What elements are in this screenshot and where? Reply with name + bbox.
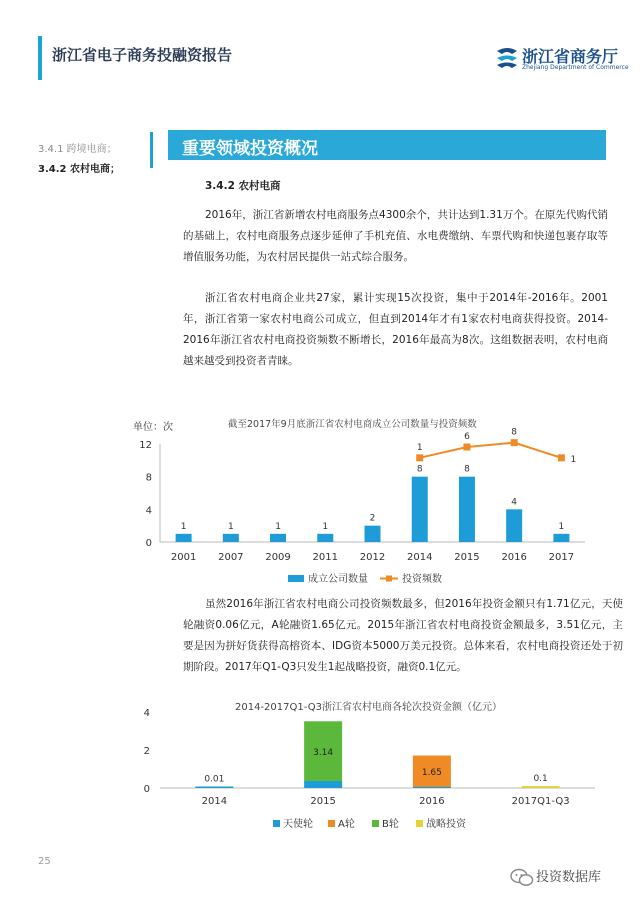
- chart1-bar: [317, 534, 333, 542]
- paragraph-1: [183, 205, 608, 268]
- chart2-bar-segment: [522, 786, 560, 788]
- chart2-title: 2014-2017Q1-Q3浙江省农村电商各轮次投资金额（亿元）: [235, 702, 502, 713]
- paragraph-3: [183, 594, 623, 678]
- logo-subtext: Zhejiang Department of Commerce: [522, 64, 629, 71]
- chart1-line-marker: [511, 439, 518, 446]
- chart1-bar: [459, 477, 475, 542]
- sidebar-divider: [150, 132, 153, 168]
- chart1-bar-label: 1: [227, 521, 234, 532]
- chart1-line-marker: [416, 454, 423, 461]
- chart1-xtick: 2001: [170, 552, 197, 563]
- chart1-bar: [365, 526, 381, 542]
- chart1-xtick: 2014: [406, 552, 433, 563]
- chart2-bar-segment: [195, 787, 233, 789]
- report-title: 浙江省电子商务投融资报告: [52, 46, 233, 64]
- wechat-account-label: 投资数据库: [536, 870, 602, 885]
- chart1-xtick: 2015: [454, 552, 480, 563]
- chart1-bar-label: 4: [511, 497, 518, 508]
- chart1-bar-label: 1: [180, 521, 187, 532]
- chart1-line-label: 8: [511, 427, 518, 438]
- chart2-legend-swatch: [328, 820, 335, 827]
- chart2-data-label: 3.14: [313, 748, 334, 759]
- section-title: 重要领域投资概况: [182, 139, 318, 159]
- chart2-xtick: 2017Q1-Q3: [511, 796, 570, 807]
- chart1-bar-label: 8: [416, 464, 423, 475]
- chart1-legend-bar-swatch: [288, 575, 304, 582]
- logo-text: 浙江省商务厅: [522, 47, 619, 66]
- chart2-legend-swatch: [372, 820, 379, 827]
- chart1-line-label: 1: [570, 454, 577, 465]
- sidebar-item-cross-border[interactable]: 3.4.1 跨境电商；: [38, 144, 117, 155]
- paragraph-2: [183, 288, 608, 372]
- chart2-ytick: 4: [143, 708, 150, 719]
- chart1-bar-label: 8: [464, 464, 470, 475]
- chart1-bar: [412, 477, 428, 542]
- company-count-chart: [133, 410, 600, 590]
- chart1-bar-label: 1: [275, 521, 281, 532]
- chart1-xtick: 2012: [359, 552, 386, 563]
- chart1-line-marker: [463, 444, 470, 451]
- paragraph-1-text: 2016年，浙江省新增农村电商服务点4300余个，共计达到1.31万个。在原先代购代销的基础上，农村电商服务点逐步延伸了手机充值、水电费缴纳、车票代购和快递包裹存取等增值服务功能，为农村居民提供一站式综合服务。: [183, 209, 608, 263]
- chart2-xtick: 2015: [310, 796, 336, 807]
- chart1-ytick: 8: [145, 472, 152, 484]
- chart2-xtick: 2016: [419, 796, 445, 807]
- page-number: 25: [38, 856, 51, 867]
- chart2-legend-label: A轮: [338, 819, 355, 830]
- chart2-ytick: 2: [143, 746, 150, 757]
- subheading: 3.4.2 农村电商: [205, 180, 281, 192]
- chart2-bar-segment: [304, 781, 342, 788]
- chart1-xtick: 2009: [265, 552, 291, 563]
- chart2-ytick: 0: [143, 784, 150, 795]
- chart1-xtick: 2011: [312, 552, 339, 563]
- chart1-legend-line-label: 投资频数: [402, 574, 442, 585]
- chart2-legend-swatch: [416, 820, 423, 827]
- chart1-ytick: 12: [139, 440, 152, 451]
- commerce-logo-icon: [494, 45, 520, 71]
- chart1-legend-line-marker: [386, 576, 392, 582]
- chart1-bar: [223, 534, 239, 542]
- chart1-xtick: 2016: [501, 552, 527, 563]
- chart1-ylabel: 单位：次: [133, 422, 173, 433]
- chart1-bar: [270, 534, 286, 542]
- wechat-icon: [510, 868, 534, 888]
- chart1-line-label: 1: [416, 442, 423, 453]
- chart1-line-label: 6: [464, 432, 470, 442]
- chart1-line: [420, 443, 562, 458]
- chart1-line-marker: [558, 454, 565, 461]
- chart2-data-label: 0.01: [204, 774, 225, 785]
- chart2-legend-label: 战略投资: [426, 819, 466, 830]
- chart1-xtick: 2007: [218, 552, 244, 563]
- paragraph-2-text: 浙江省农村电商企业共27家，累计实现15次投资，集中于2014年-2016年。2001年，浙江省第一家农村电商公司成立，但直到2014年才有1家农村电商获得投资。2014-2016年浙江省农村电商投资频数不断增长，2016年最高为8次。这组数据表明，农村电商越来越受到投资者青睐。: [183, 292, 608, 367]
- chart1-bar: [553, 534, 569, 542]
- chart1-ytick: 4: [145, 505, 152, 517]
- chart1-bar-label: 2: [369, 513, 376, 524]
- chart1-xtick: 2017: [548, 552, 575, 563]
- chart1-ytick: 0: [145, 538, 152, 549]
- investment-amount-chart: [130, 696, 600, 838]
- chart2-legend-label: B轮: [382, 819, 399, 830]
- chart2-xtick: 2014: [201, 796, 228, 807]
- chart1-legend-bar-label: 成立公司数量: [308, 574, 368, 585]
- chart1-bar: [506, 509, 522, 542]
- chart1-bar: [176, 534, 192, 542]
- chart1-bar-label: 1: [558, 521, 565, 532]
- header-accent-bar: [38, 36, 42, 80]
- chart2-legend-label: 天使轮: [283, 819, 313, 830]
- paragraph-3-text: 虽然2016年浙江省农村电商公司投资频数最多，但2016年投资金额只有1.71亿元，天使轮融资0.06亿元，A轮融资1.65亿元。2015年浙江省农村电商投资金额最多，3.51亿元，主要是因为拼好货获得高榕资本、IDG资本5000万美元投资。总体来看，农村电商投资还处于初期阶段。2017年Q1-Q3只发生1起战略投资，融资0.1亿元。: [183, 598, 623, 673]
- chart2-data-label: 1.65: [421, 768, 442, 779]
- chart2-data-label: 0.1: [533, 774, 548, 785]
- chart1-bar-label: 1: [322, 521, 329, 532]
- sidebar-item-rural[interactable]: 3.4.2 农村电商；: [38, 164, 120, 175]
- chart1-title: 截至2017年9月底浙江省农村电商成立公司数量与投资频数: [228, 419, 477, 430]
- chart2-legend-swatch: [273, 820, 280, 827]
